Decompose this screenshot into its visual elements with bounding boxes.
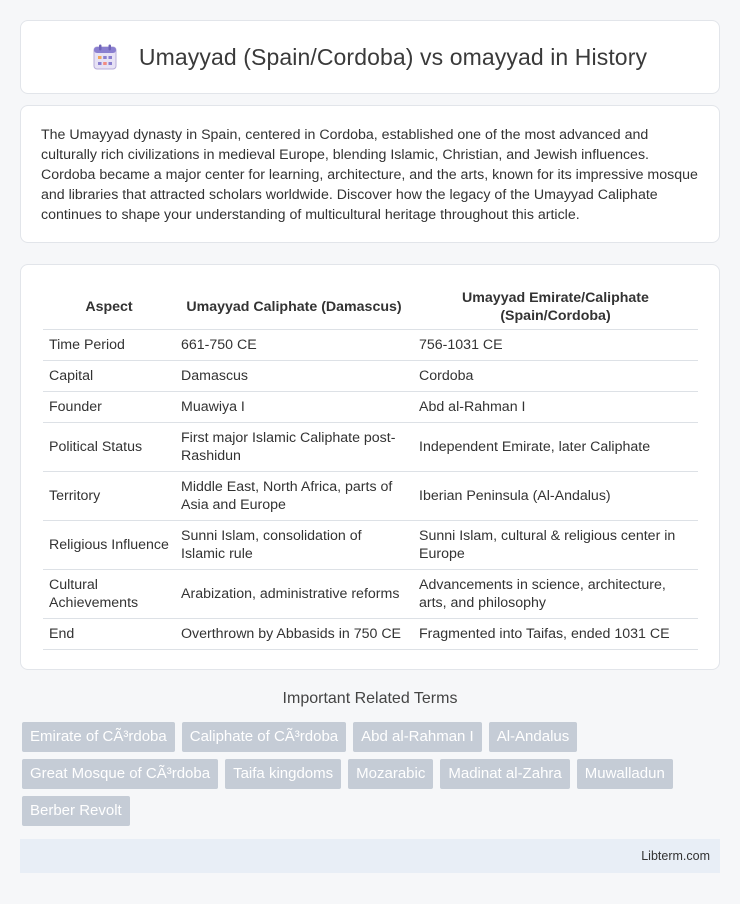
table-header-row xyxy=(43,285,698,330)
related-term-tag[interactable]: Mozarabic xyxy=(348,759,433,789)
table-cell: Overthrown by Abbasids in 750 CE xyxy=(175,619,413,650)
table-cell: Cultural Achievements xyxy=(43,570,175,619)
related-terms-title: Important Related Terms xyxy=(282,690,458,707)
comparison-table xyxy=(43,285,698,650)
calendar-icon xyxy=(93,44,117,70)
header-cordoba: Umayyad Emirate/Caliphate (Spain/Cordoba) xyxy=(462,290,649,324)
table-row xyxy=(43,472,698,521)
table-cell: Religious Influence xyxy=(43,521,175,570)
related-term-tag[interactable]: Abd al-Rahman I xyxy=(353,722,482,752)
table-cell: First major Islamic Caliphate post-Rashidun xyxy=(175,423,413,472)
related-term-tag[interactable]: Madinat al-Zahra xyxy=(440,759,569,789)
table-cell: Fragmented into Taifas, ended 1031 CE xyxy=(413,619,698,650)
table-cell: 661-750 CE xyxy=(175,330,413,361)
table-row xyxy=(43,521,698,570)
table-cell: Independent Emirate, later Caliphate xyxy=(413,423,698,472)
related-term-tag[interactable]: Great Mosque of CÃ³rdoba xyxy=(22,759,218,789)
table-cell: Time Period xyxy=(43,330,175,361)
table-cell: Middle East, North Africa, parts of Asia and Europe xyxy=(175,472,413,521)
table-row xyxy=(43,423,698,472)
table-cell: Muawiya I xyxy=(175,392,413,423)
table-cell: Abd al-Rahman I xyxy=(413,392,698,423)
intro-text: The Umayyad dynasty in Spain, centered in Cordoba, established one of the most advanced and culturally rich civilizations in medieval Europe, blending Islamic, Christian, and Jewish influences. Cordoba became a major center for learning, architecture, and the arts, known for its impressive mosque and libraries that attracted scholars worldwide. Discover how the legacy of the Umayyad Caliphate continues to shape your understanding of multicultural heritage throughout this article. xyxy=(41,127,698,223)
table-row xyxy=(43,392,698,423)
page-title: Umayyad (Spain/Cordoba) vs omayyad in History xyxy=(138,43,648,70)
table-cell: Capital xyxy=(43,361,175,392)
table-cell: Iberian Peninsula (Al-Andalus) xyxy=(413,472,698,521)
table-row xyxy=(43,570,698,619)
table-row xyxy=(43,361,698,392)
table-cell: Arabization, administrative reforms xyxy=(175,570,413,619)
related-term-tag[interactable]: Al-Andalus xyxy=(489,722,578,752)
table-row xyxy=(43,619,698,650)
related-terms-list xyxy=(22,722,722,833)
table-cell: Advancements in science, architecture, arts, and philosophy xyxy=(413,570,698,619)
footer xyxy=(20,839,720,873)
intro-card xyxy=(20,105,720,243)
header-damascus: Umayyad Caliphate (Damascus) xyxy=(186,299,402,315)
related-term-tag[interactable]: Emirate of CÃ³rdoba xyxy=(22,722,175,752)
related-term-tag[interactable]: Muwalladun xyxy=(577,759,673,789)
header-aspect: Aspect xyxy=(85,299,133,315)
table-cell: Sunni Islam, cultural & religious center in Europe xyxy=(413,521,698,570)
table-cell: End xyxy=(43,619,175,650)
table-cell: Sunni Islam, consolidation of Islamic rule xyxy=(175,521,413,570)
related-term-tag[interactable]: Caliphate of CÃ³rdoba xyxy=(182,722,346,752)
table-cell: Founder xyxy=(43,392,175,423)
table-cell: Political Status xyxy=(43,423,175,472)
table-cell: 756-1031 CE xyxy=(413,330,698,361)
table-cell: Damascus xyxy=(175,361,413,392)
table-row xyxy=(43,330,698,361)
table-cell: Territory xyxy=(43,472,175,521)
comparison-card xyxy=(20,264,720,670)
header-card xyxy=(20,20,720,94)
related-term-tag[interactable]: Berber Revolt xyxy=(22,796,130,826)
table-cell: Cordoba xyxy=(413,361,698,392)
related-term-tag[interactable]: Taifa kingdoms xyxy=(225,759,341,789)
footer-site-link[interactable]: Libterm.com xyxy=(641,849,710,863)
